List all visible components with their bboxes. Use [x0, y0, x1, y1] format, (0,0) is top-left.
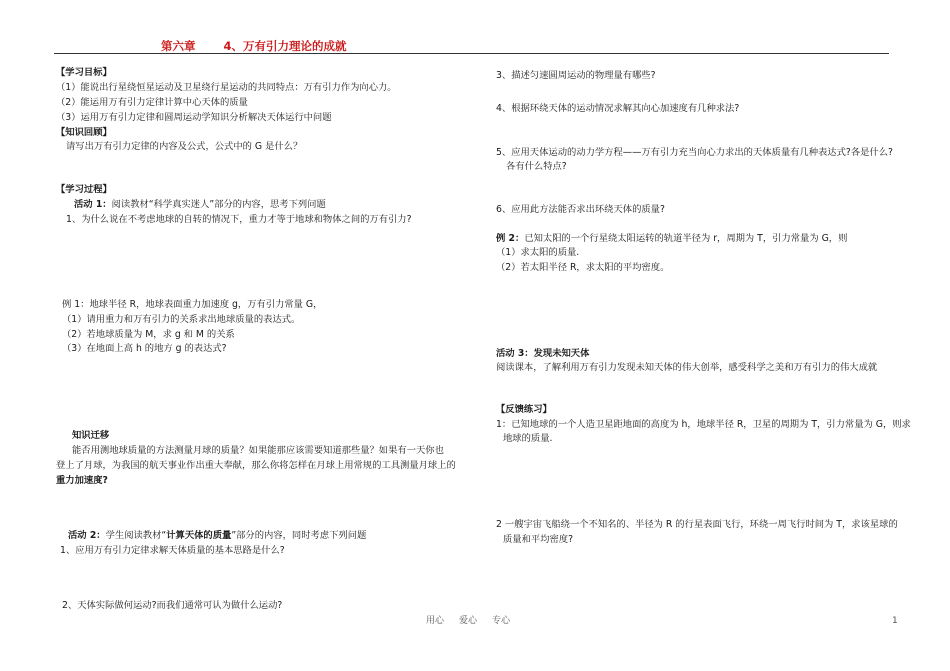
process-heading: 【学习过程】 — [56, 184, 112, 195]
transfer-line: 重力加速度? — [56, 475, 108, 486]
transfer-line: 登上了月球，为我国的航天事业作出重大奉献，那么你将怎样在月球上用常规的工具测量月球上的 — [56, 460, 456, 471]
activity2-question-1: 1、应用万有引力定律求解天体质量的基本思路是什么? — [60, 545, 285, 556]
feedback-2: 2 一艘宇宙飞船绕一个不知名的、半径为 R 的行星表面飞行，环绕一周飞行时间为 T，求该星球的 — [496, 519, 898, 530]
example2-item: （2）若太阳半径 R，求太阳的平均密度。 — [496, 262, 670, 273]
review-text: 请写出万有引力定律的内容及公式，公式中的 G 是什么？ — [66, 141, 303, 152]
question-1: 1、为什么说在不考虑地球的自转的情况下，重力才等于地球和物体之间的万有引力? — [66, 214, 412, 225]
question-5-cont: 各有什么特点? — [506, 161, 567, 172]
chapter-title — [161, 40, 347, 52]
example2-line — [496, 233, 847, 245]
goals-heading: 【学习目标】 — [56, 67, 112, 78]
transfer-line: 能否用测地球质量的方法测量月球的质量？如果能那应该需要知道那些量？如果有一天你也 — [72, 445, 444, 456]
chapter-label: 第六章 — [161, 39, 196, 53]
activity2-line — [68, 530, 366, 542]
activity2-text-post: ”部分的内容，同时考虑下列问题 — [231, 530, 367, 541]
goal-item: （3）运用万有引力定律和圆周运动学知识分析解决天体运行中问题 — [56, 112, 332, 123]
example1-intro: 例 1：地球半径 R，地球表面重力加速度 g，万有引力常量 G， — [62, 299, 323, 310]
example1-item: （2）若地球质量为 M，求 g 和 M 的关系 — [62, 329, 235, 340]
question-3: 3、描述匀速圆周运动的物理量有哪些? — [496, 70, 656, 81]
activity2-text-pre: 学生阅读教材“ — [105, 530, 167, 541]
example1-item: （1）请用重力和万有引力的关系求出地球质量的表达式。 — [62, 314, 301, 325]
activity2-question-2: 2、天体实际做何运动?而我们通常可认为做什么运动? — [62, 600, 283, 611]
feedback-1-cont: 地球的质量. — [503, 433, 553, 444]
goal-item: （2）能运用万有引力定律计算中心天体的质量 — [56, 97, 248, 108]
feedback-heading: 【反馈练习】 — [496, 404, 552, 415]
review-heading: 【知识回顾】 — [56, 127, 112, 138]
activity3-text: 阅读课本，了解利用万有引力发现未知天体的伟大创举，感受科学之美和万有引力的伟大成就 — [496, 362, 878, 373]
header-rule — [54, 53, 889, 54]
activity3-heading: 活动 3：发现未知天体 — [496, 348, 590, 359]
example1-item: （3）在地面上高 h 的地方 g 的表达式? — [62, 343, 227, 354]
feedback-1: 1：已知地球的一个人造卫星距地面的高度为 h，地球半径 R，卫星的周期为 T，引力常量为 G，则求 — [496, 419, 911, 430]
footer-motto-2: 爱心 — [459, 616, 478, 626]
goal-item: （1）能说出行星绕恒星运动及卫星绕行星运动的共同特点：万有引力作为向心力。 — [56, 82, 397, 93]
page-number: 1 — [892, 616, 898, 626]
feedback-2-cont: 质量和平均密度? — [503, 534, 574, 545]
footer-motto-3: 专心 — [492, 616, 511, 626]
activity1-label: 活动 1： — [74, 199, 112, 210]
activity1-line — [74, 199, 326, 211]
example2-text: 已知太阳的一个行星绕太阳运转的轨道半径为 r，周期为 T，引力常量为 G，则 — [524, 233, 848, 244]
question-5: 5、应用天体运动的动力学方程——万有引力充当向心力求出的天体质量有几种表达式?各是什么? — [496, 147, 893, 158]
question-6: 6、应用此方法能否求出环绕天体的质量? — [496, 204, 665, 215]
activity1-text: 阅读教材“科学真实迷人”部分的内容，思考下列问题 — [111, 199, 326, 210]
footer-motto-1: 用心 — [426, 616, 445, 626]
question-4: 4、根据环绕天体的运动情况求解其向心加速度有几种求法? — [496, 103, 740, 114]
activity2-bold: 计算天体的质量 — [166, 530, 232, 541]
example2-item: （1）求太阳的质量. — [496, 247, 580, 258]
activity2-label: 活动 2： — [68, 530, 106, 541]
example2-label: 例 2： — [496, 233, 525, 244]
lesson-title: 4、万有引力理论的成就 — [223, 39, 347, 53]
transfer-heading: 知识迁移 — [72, 430, 110, 441]
